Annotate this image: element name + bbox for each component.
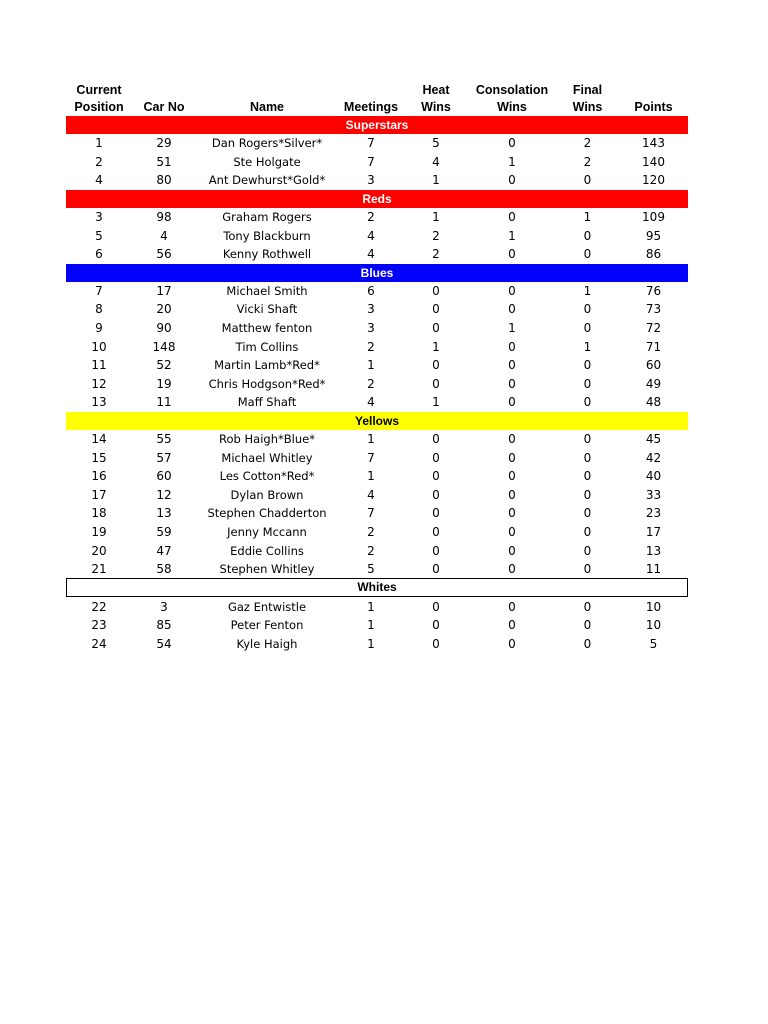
cell-position: 15: [91, 450, 107, 465]
header-heat-wins: Heat Wins: [421, 83, 451, 114]
cell-meetings: 4: [367, 487, 375, 502]
cell-consolation-wins: 0: [508, 247, 516, 262]
cell-name: Ant Dewhurst*Gold*: [208, 173, 326, 188]
cell-name: Eddie Collins: [230, 543, 304, 558]
cell-consolation-wins: 1: [508, 228, 516, 243]
cell-heat-wins: 0: [432, 599, 440, 614]
cell-name: Tim Collins: [235, 339, 299, 354]
table-row: [66, 337, 688, 356]
cell-points: 13: [645, 543, 662, 558]
cell-points: 33: [645, 487, 662, 502]
cell-final-wins: 0: [583, 636, 592, 651]
table-row: [66, 430, 688, 449]
cell-final-wins: 0: [583, 395, 592, 410]
cell-heat-wins: 2: [432, 247, 440, 262]
cell-meetings: 6: [367, 283, 375, 298]
cell-name: Ste Holgate: [233, 154, 301, 169]
cell-points: 10: [645, 599, 662, 614]
cell-car-no: 85: [156, 618, 172, 633]
table-row: [66, 635, 688, 654]
cell-heat-wins: 5: [432, 136, 440, 151]
header-row: [66, 78, 688, 116]
cell-position: 6: [95, 247, 103, 262]
table-row: [66, 208, 688, 227]
cell-car-no: 11: [156, 395, 172, 410]
group-header-reds: Reds: [66, 190, 688, 208]
table-row: [66, 134, 688, 153]
table-row: [66, 523, 688, 542]
cell-position: 10: [91, 339, 107, 354]
cell-points: 72: [645, 321, 662, 336]
cell-car-no: 80: [156, 173, 172, 188]
cell-heat-wins: 0: [432, 302, 440, 317]
table-row: [66, 467, 688, 486]
cell-position: 18: [91, 506, 107, 521]
standings-table: [66, 78, 688, 653]
cell-consolation-wins: 0: [508, 173, 516, 188]
cell-name: Stephen Chadderton: [207, 506, 327, 521]
cell-points: 40: [645, 469, 662, 484]
cell-consolation-wins: 0: [508, 339, 516, 354]
cell-final-wins: 2: [583, 154, 592, 169]
cell-points: 49: [645, 376, 662, 391]
cell-car-no: 4: [160, 228, 168, 243]
cell-final-wins: 1: [583, 283, 592, 298]
cell-name: Chris Hodgson*Red*: [208, 376, 326, 391]
cell-car-no: 55: [156, 432, 172, 447]
cell-consolation-wins: 0: [508, 136, 516, 151]
cell-name: Les Cotton*Red*: [219, 469, 315, 484]
cell-consolation-wins: 0: [508, 210, 516, 225]
group-header-superstars: Superstars: [66, 116, 688, 134]
cell-final-wins: 0: [583, 432, 592, 447]
cell-position: 21: [91, 562, 107, 577]
cell-meetings: 2: [367, 339, 375, 354]
cell-position: 3: [95, 210, 103, 225]
cell-position: 17: [91, 487, 107, 502]
table-row: [66, 153, 688, 172]
cell-heat-wins: 0: [432, 524, 440, 539]
cell-meetings: 5: [367, 562, 375, 577]
cell-position: 19: [91, 524, 107, 539]
cell-heat-wins: 4: [432, 154, 440, 169]
cell-car-no: 54: [156, 636, 172, 651]
header-final-wins: Final Wins: [572, 83, 603, 114]
cell-final-wins: 0: [583, 562, 592, 577]
cell-final-wins: 0: [583, 469, 592, 484]
cell-heat-wins: 1: [432, 395, 440, 410]
cell-name: Dylan Brown: [230, 487, 304, 502]
cell-heat-wins: 0: [432, 283, 440, 298]
cell-heat-wins: 2: [432, 228, 440, 243]
cell-meetings: 3: [367, 321, 375, 336]
cell-points: 71: [645, 339, 662, 354]
cell-consolation-wins: 0: [508, 543, 516, 558]
cell-name: Peter Fenton: [230, 618, 304, 633]
cell-consolation-wins: 0: [508, 283, 516, 298]
table-row: [66, 171, 688, 190]
cell-position: 2: [95, 154, 103, 169]
cell-heat-wins: 0: [432, 432, 440, 447]
cell-final-wins: 0: [583, 376, 592, 391]
cell-points: 143: [642, 136, 665, 151]
cell-car-no: 17: [156, 283, 172, 298]
table-row: [66, 319, 688, 338]
cell-position: 11: [91, 358, 107, 373]
cell-position: 22: [91, 599, 107, 614]
cell-heat-wins: 0: [432, 506, 440, 521]
cell-car-no: 60: [156, 469, 172, 484]
cell-name: Dan Rogers*Silver*: [211, 136, 323, 151]
cell-name: Rob Haigh*Blue*: [219, 432, 315, 447]
cell-name: Graham Rogers: [222, 210, 312, 225]
cell-final-wins: 2: [583, 136, 592, 151]
cell-name: Martin Lamb*Red*: [214, 358, 320, 373]
cell-name: Michael Smith: [226, 283, 308, 298]
cell-name: Kenny Rothwell: [222, 247, 312, 262]
header-consolation-wins: Consolation Wins: [475, 83, 549, 114]
cell-consolation-wins: 0: [508, 469, 516, 484]
cell-heat-wins: 1: [432, 173, 440, 188]
cell-name: Maff Shaft: [237, 395, 297, 410]
cell-heat-wins: 0: [432, 618, 440, 633]
cell-meetings: 4: [367, 228, 375, 243]
cell-car-no: 98: [156, 210, 172, 225]
cell-car-no: 29: [156, 136, 172, 151]
cell-car-no: 47: [156, 543, 172, 558]
table-row: [66, 486, 688, 505]
cell-points: 10: [645, 618, 662, 633]
table-row: [66, 504, 688, 523]
table-row: [66, 356, 688, 375]
cell-consolation-wins: 0: [508, 450, 516, 465]
cell-final-wins: 0: [583, 247, 592, 262]
table-row: [66, 616, 688, 635]
cell-consolation-wins: 0: [508, 636, 516, 651]
cell-heat-wins: 0: [432, 636, 440, 651]
cell-car-no: 20: [156, 302, 172, 317]
cell-consolation-wins: 0: [508, 506, 516, 521]
cell-meetings: 1: [367, 432, 375, 447]
cell-name: Gaz Entwistle: [227, 599, 307, 614]
cell-car-no: 59: [156, 524, 172, 539]
cell-consolation-wins: 0: [508, 432, 516, 447]
cell-final-wins: 1: [583, 210, 592, 225]
cell-heat-wins: 0: [432, 358, 440, 373]
cell-car-no: 52: [156, 358, 172, 373]
cell-name: Michael Whitley: [221, 450, 313, 465]
cell-name: Jenny Mccann: [227, 524, 307, 539]
cell-consolation-wins: 0: [508, 302, 516, 317]
cell-meetings: 7: [367, 154, 375, 169]
cell-consolation-wins: 0: [508, 618, 516, 633]
cell-points: 5: [649, 636, 658, 651]
cell-position: 1: [95, 136, 103, 151]
cell-meetings: 2: [367, 543, 375, 558]
cell-car-no: 57: [156, 450, 172, 465]
cell-consolation-wins: 1: [508, 321, 516, 336]
cell-name: Matthew fenton: [221, 321, 313, 336]
cell-points: 11: [645, 562, 662, 577]
cell-position: 16: [91, 469, 107, 484]
cell-consolation-wins: 0: [508, 376, 516, 391]
cell-heat-wins: 0: [432, 376, 440, 391]
cell-car-no: 13: [156, 506, 172, 521]
cell-heat-wins: 1: [432, 339, 440, 354]
table-body: [66, 116, 688, 653]
cell-consolation-wins: 0: [508, 524, 516, 539]
cell-points: 95: [645, 228, 662, 243]
cell-final-wins: 0: [583, 543, 592, 558]
cell-points: 45: [645, 432, 662, 447]
cell-car-no: 56: [156, 247, 172, 262]
cell-meetings: 7: [367, 450, 375, 465]
cell-meetings: 1: [367, 358, 375, 373]
cell-consolation-wins: 1: [508, 154, 516, 169]
cell-meetings: 2: [367, 524, 375, 539]
table-row: [66, 282, 688, 301]
cell-position: 8: [95, 302, 103, 317]
cell-final-wins: 0: [583, 618, 592, 633]
header-points: Points: [634, 100, 673, 114]
cell-position: 13: [91, 395, 107, 410]
cell-final-wins: 1: [583, 339, 592, 354]
cell-meetings: 1: [367, 636, 375, 651]
cell-meetings: 1: [367, 618, 375, 633]
cell-final-wins: 0: [583, 450, 592, 465]
cell-consolation-wins: 0: [508, 395, 516, 410]
table-row: [66, 245, 688, 264]
cell-consolation-wins: 0: [508, 562, 516, 577]
cell-car-no: 12: [156, 487, 172, 502]
cell-points: 60: [645, 358, 662, 373]
cell-heat-wins: 1: [432, 210, 440, 225]
cell-position: 7: [95, 283, 103, 298]
header-car-no: Car No: [143, 100, 185, 114]
cell-consolation-wins: 0: [508, 487, 516, 502]
cell-points: 73: [645, 302, 662, 317]
cell-points: 48: [645, 395, 662, 410]
cell-meetings: 7: [367, 506, 375, 521]
table-row: [66, 393, 688, 412]
group-header-blues: Blues: [66, 264, 688, 282]
cell-name: Kyle Haigh: [236, 636, 298, 651]
group-header-whites: Whites: [66, 578, 688, 597]
cell-points: 23: [645, 506, 662, 521]
cell-points: 120: [642, 173, 665, 188]
cell-final-wins: 0: [583, 599, 592, 614]
cell-final-wins: 0: [583, 506, 592, 521]
cell-final-wins: 0: [583, 321, 592, 336]
cell-position: 14: [91, 432, 107, 447]
cell-heat-wins: 0: [432, 450, 440, 465]
header-position: Current Position: [74, 83, 124, 114]
cell-points: 42: [645, 450, 662, 465]
table-row: [66, 300, 688, 319]
cell-points: 17: [645, 524, 662, 539]
cell-final-wins: 0: [583, 358, 592, 373]
cell-car-no: 51: [156, 154, 172, 169]
cell-meetings: 3: [367, 302, 375, 317]
cell-points: 76: [645, 283, 662, 298]
cell-meetings: 3: [367, 173, 375, 188]
table-row: [66, 541, 688, 560]
cell-car-no: 3: [160, 599, 168, 614]
cell-meetings: 4: [367, 395, 375, 410]
cell-name: Vicki Shaft: [236, 302, 298, 317]
cell-position: 5: [95, 228, 103, 243]
cell-meetings: 1: [367, 599, 375, 614]
cell-heat-wins: 0: [432, 469, 440, 484]
table-row: [66, 375, 688, 394]
header-name: Name: [249, 100, 285, 114]
cell-car-no: 148: [152, 339, 176, 354]
table-row: [66, 560, 688, 579]
cell-final-wins: 0: [583, 487, 592, 502]
cell-heat-wins: 0: [432, 321, 440, 336]
cell-position: 24: [91, 636, 107, 651]
cell-points: 86: [645, 247, 662, 262]
cell-position: 20: [91, 543, 107, 558]
cell-position: 4: [95, 173, 103, 188]
cell-meetings: 1: [367, 469, 375, 484]
cell-heat-wins: 0: [432, 562, 440, 577]
table-row: [66, 226, 688, 245]
cell-car-no: 90: [156, 321, 172, 336]
cell-position: 9: [95, 321, 103, 336]
cell-position: 23: [91, 618, 107, 633]
cell-meetings: 7: [367, 136, 375, 151]
cell-points: 109: [642, 210, 665, 225]
cell-heat-wins: 0: [432, 543, 440, 558]
cell-final-wins: 0: [583, 524, 592, 539]
cell-heat-wins: 0: [432, 487, 440, 502]
cell-meetings: 2: [367, 210, 375, 225]
cell-final-wins: 0: [583, 173, 592, 188]
table-row: [66, 448, 688, 467]
cell-consolation-wins: 0: [508, 599, 516, 614]
cell-final-wins: 0: [583, 302, 592, 317]
cell-car-no: 19: [156, 376, 172, 391]
cell-consolation-wins: 0: [508, 358, 516, 373]
cell-points: 140: [642, 154, 665, 169]
table-row: [66, 597, 688, 616]
group-header-yellows: Yellows: [66, 412, 688, 430]
cell-name: Tony Blackburn: [223, 228, 311, 243]
cell-car-no: 58: [156, 562, 172, 577]
cell-name: Stephen Whitley: [219, 562, 315, 577]
header-meetings: Meetings: [343, 100, 399, 114]
cell-meetings: 4: [367, 247, 375, 262]
cell-position: 12: [91, 376, 107, 391]
cell-meetings: 2: [367, 376, 375, 391]
cell-final-wins: 0: [583, 228, 592, 243]
